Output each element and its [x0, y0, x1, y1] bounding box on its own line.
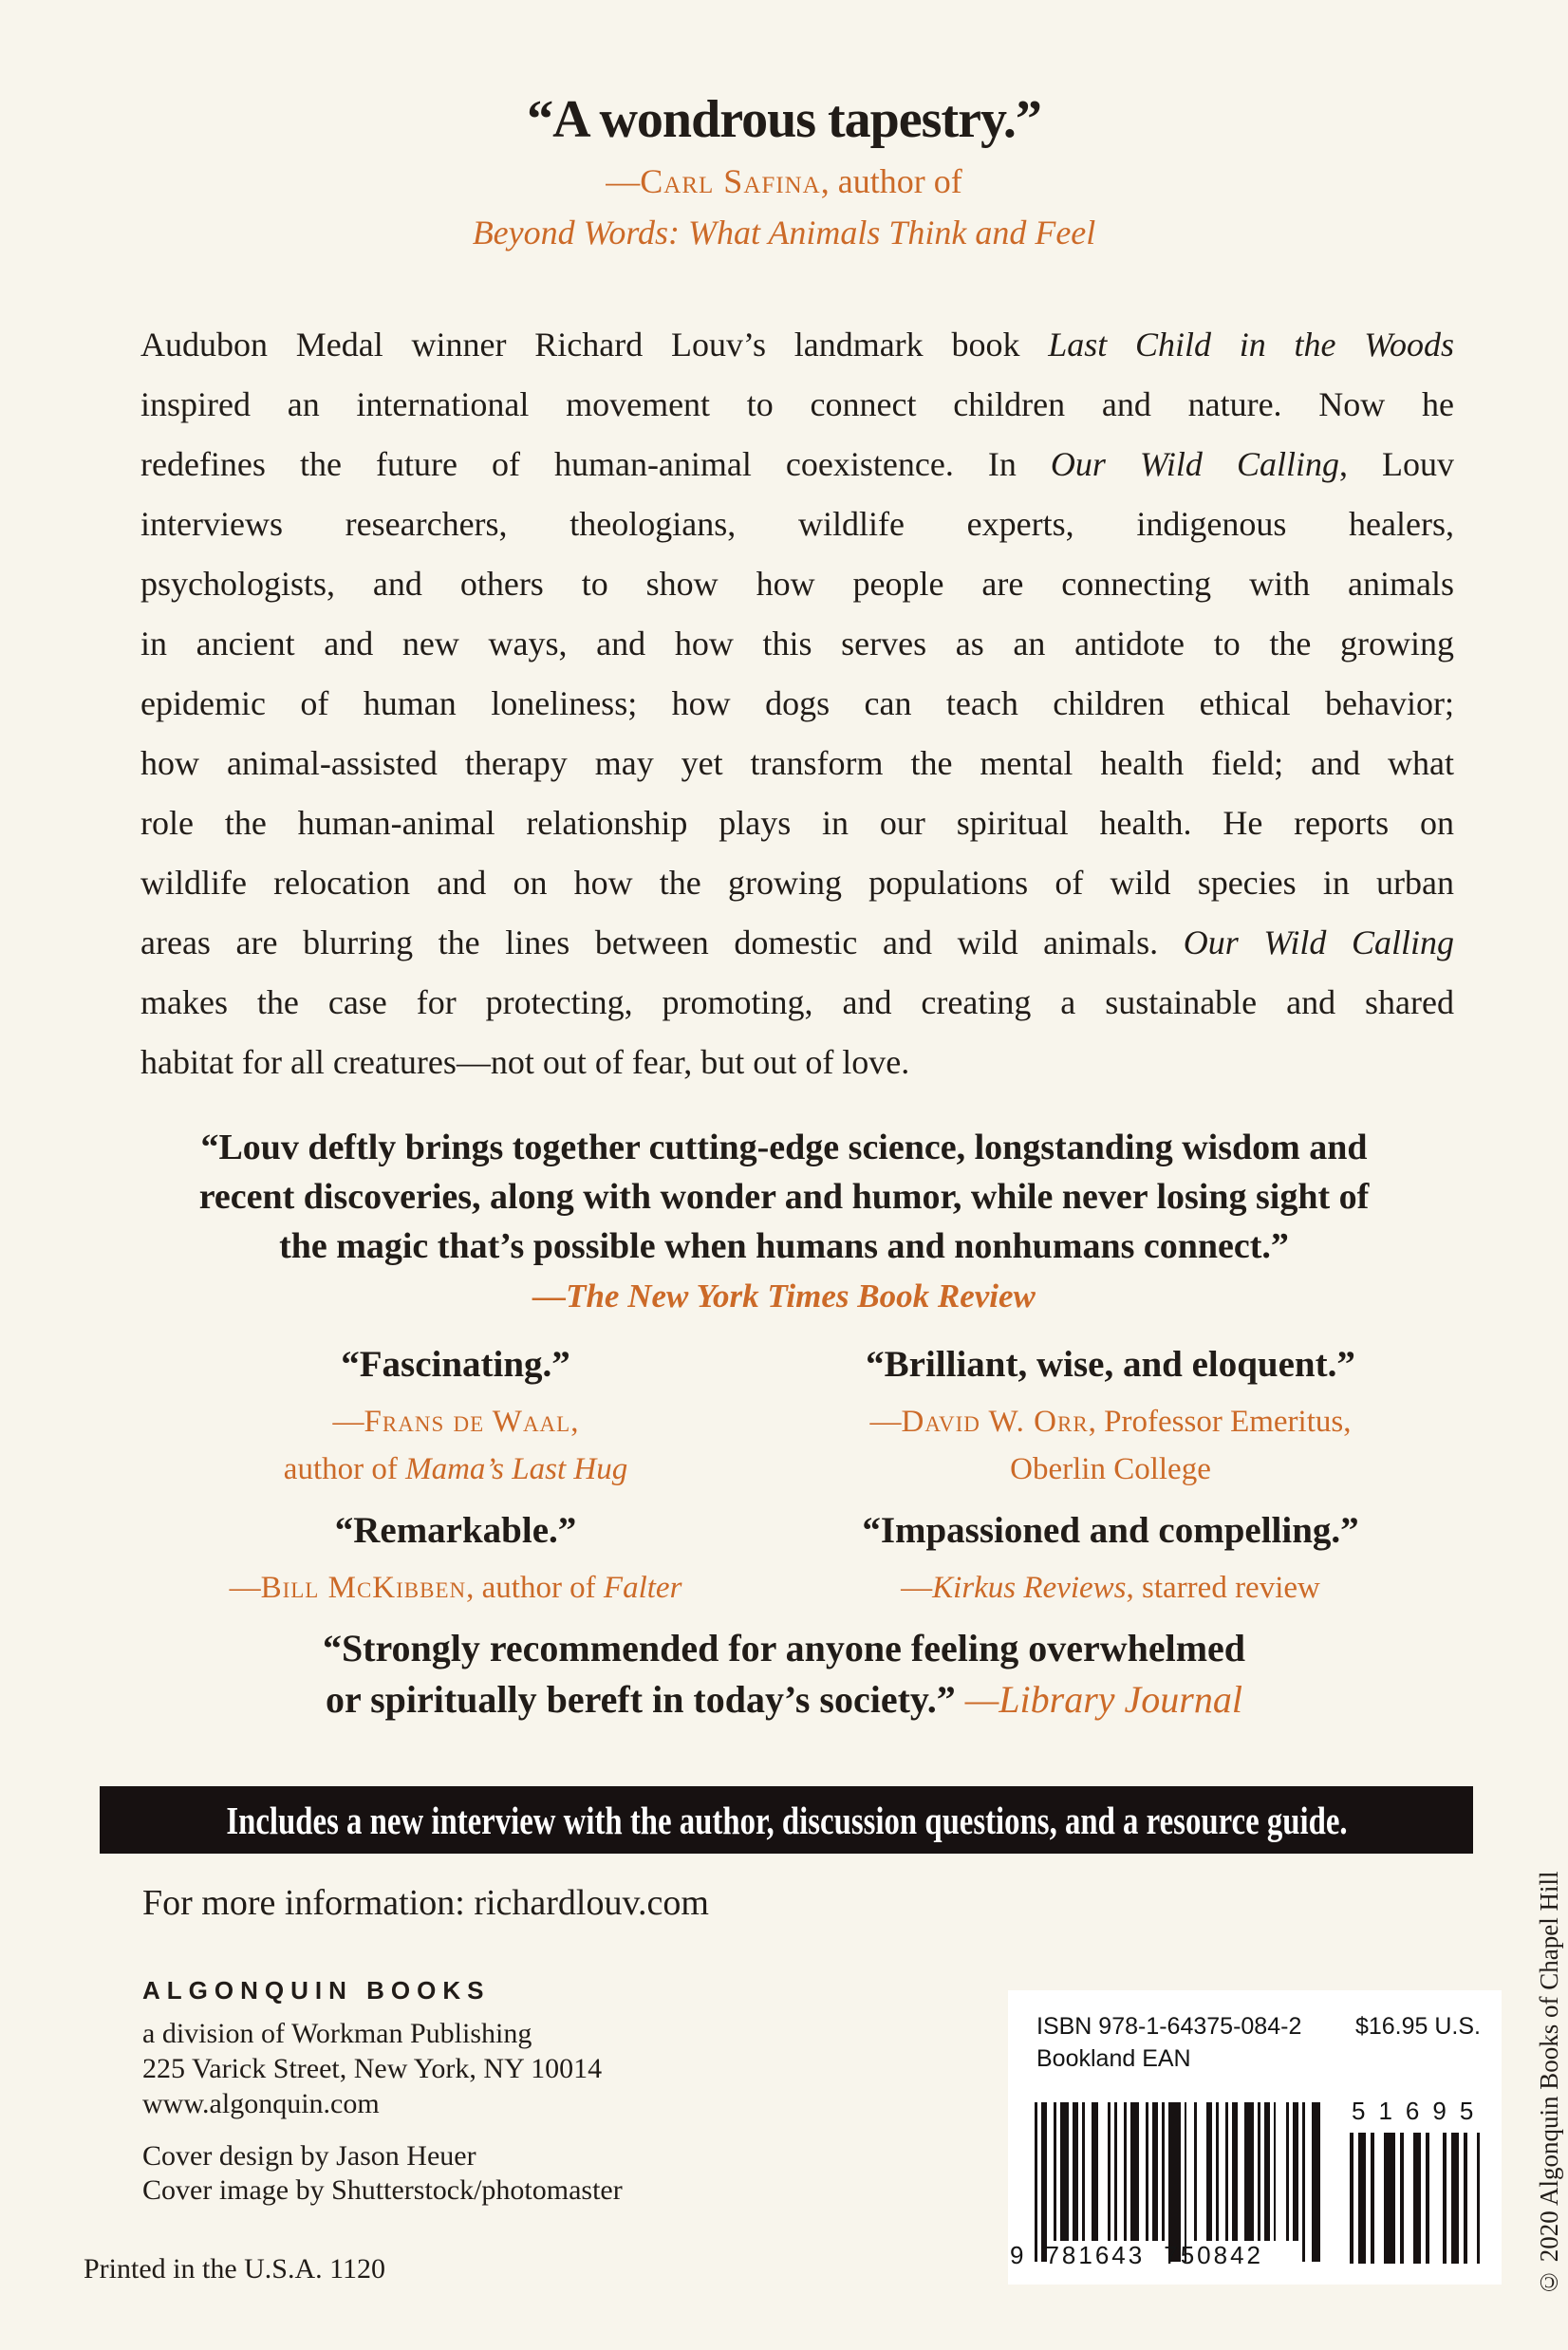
review-quote: “Impassioned and compelling.” [862, 1510, 1359, 1551]
synopsis-paragraph [140, 315, 1454, 1092]
ean-digit-group: 781643 [1045, 2241, 1146, 2269]
publisher-division: a division of Workman Publishing [142, 2018, 532, 2049]
synopsis-line: Audubon Medal winner Richard Louv’s landmark book Last Child in the Woods [140, 326, 1454, 364]
review-attribution-line: Oberlin College [1010, 1452, 1211, 1486]
isbn-number: ISBN 978-1-64375-084-2 [1036, 2013, 1302, 2040]
review-attribution [769, 1564, 1452, 1612]
publisher-address: 225 Varick Street, New York, NY 10014 [142, 2053, 603, 2084]
top-quote-headline: “A wondrous tapestry.” [527, 90, 1041, 149]
review-brilliant [769, 1341, 1452, 1493]
synopsis-line: habitat for all creatures—not out of fear, but out of love. [140, 1043, 910, 1081]
review-attribution-line: author of Mama’s Last Hug [283, 1452, 628, 1486]
review-attribution [769, 1398, 1452, 1493]
library-quote-line: “Strongly recommended for anyone feeling overwhelmed [322, 1627, 1246, 1669]
review-attribution [142, 1564, 769, 1612]
top-quote-attribution: —Carl Safina, author of [606, 162, 962, 200]
supplement-barcode [1350, 2133, 1481, 2264]
publisher-name: ALGONQUIN BOOKS [142, 1976, 491, 2005]
review-impassioned [769, 1507, 1452, 1612]
review-attribution-line: —David W. Orr, Professor Emeritus, [869, 1405, 1352, 1439]
review-attribution-line: —Frans de Waal, [332, 1405, 579, 1439]
review-grid-row-1 [142, 1341, 1452, 1493]
ean-barcode-digits [1010, 2241, 1263, 2270]
publisher-website: www.algonquin.com [142, 2088, 380, 2119]
synopsis-line: role the human-animal relationship plays in our spiritual health. He reports on [140, 804, 1454, 842]
synopsis-line: in ancient and new ways, and how this serves as an antidote to the growing [140, 625, 1454, 662]
ean-barcode [1035, 2102, 1321, 2241]
nyt-review-quote [0, 1123, 1568, 1271]
nyt-quote-line: the magic that’s possible when humans and nonhumans connect.” [279, 1226, 1289, 1266]
synopsis-line: interviews researchers, theologians, wildlife experts, indigenous healers, [140, 505, 1454, 543]
review-quote: “Remarkable.” [334, 1510, 577, 1551]
ean-digit-group: 9 [1010, 2241, 1027, 2269]
top-quote-attribution-work: Beyond Words: What Animals Think and Feel [472, 214, 1096, 252]
nyt-review-attribution: —The New York Times Book Review [532, 1278, 1036, 1315]
cover-design-credit: Cover design by Jason Heuer [142, 2140, 476, 2172]
review-remarkable [142, 1507, 769, 1612]
synopsis-line: areas are blurring the lines between domestic and wild animals. Our Wild Calling [140, 923, 1454, 961]
supplement-barcode-digits: 51695 [1352, 2097, 1487, 2125]
barcode-box [1008, 1990, 1502, 2285]
review-quote: “Fascinating.” [341, 1344, 570, 1385]
review-grid-row-2 [142, 1507, 1452, 1612]
more-information-line: For more information: richardlouv.com [142, 1883, 709, 1923]
price-label: $16.95 U.S. [1354, 2013, 1481, 2040]
synopsis-line: how animal-assisted therapy may yet transform the mental health field; and what [140, 744, 1454, 782]
synopsis-line: psychologists, and others to show how people are connecting with animals [140, 565, 1454, 603]
synopsis-line: inspired an international movement to connect children and nature. Now he [140, 385, 1454, 423]
review-quote: “Brilliant, wise, and eloquent.” [866, 1344, 1355, 1385]
synopsis-line: wildlife relocation and on how the growing populations of wild species in urban [140, 864, 1454, 902]
cover-image-credit: Cover image by Shutterstock/photomaster [142, 2174, 623, 2206]
library-quote-line: or spiritually bereft in today’s society.” —Library Journal [326, 1678, 1242, 1721]
synopsis-line: redefines the future of human-animal coexistence. In Our Wild Calling, Louv [140, 445, 1454, 483]
feature-banner [100, 1786, 1473, 1854]
review-attribution-line: —Kirkus Reviews, starred review [901, 1571, 1320, 1605]
ean-digit-group: 750842 [1164, 2241, 1263, 2269]
library-journal-quote [0, 1623, 1568, 1725]
review-attribution [142, 1398, 769, 1493]
bookland-ean-label: Bookland EAN [1036, 2045, 1191, 2072]
review-fascinating [142, 1341, 769, 1493]
nyt-quote-line: “Louv deftly brings together cutting-edge science, longstanding wisdom and [200, 1128, 1368, 1167]
printed-in-usa-line: Printed in the U.S.A. 1120 [84, 2253, 386, 2285]
synopsis-line: epidemic of human loneliness; how dogs can teach children ethical behavior; [140, 684, 1454, 722]
feature-banner-text: Includes a new interview with the author, discussion questions, and a resource guide. [225, 1798, 1348, 1842]
review-attribution-line: —Bill McKibben, author of Falter [229, 1571, 682, 1605]
nyt-quote-line: recent discoveries, along with wonder and humor, while never losing sight of [198, 1177, 1370, 1217]
cover-copyright-vertical: © 2020 Algonquin Books of Chapel Hill [1535, 1871, 1563, 2298]
synopsis-line: makes the case for protecting, promoting, and creating a sustainable and shared [140, 983, 1454, 1021]
